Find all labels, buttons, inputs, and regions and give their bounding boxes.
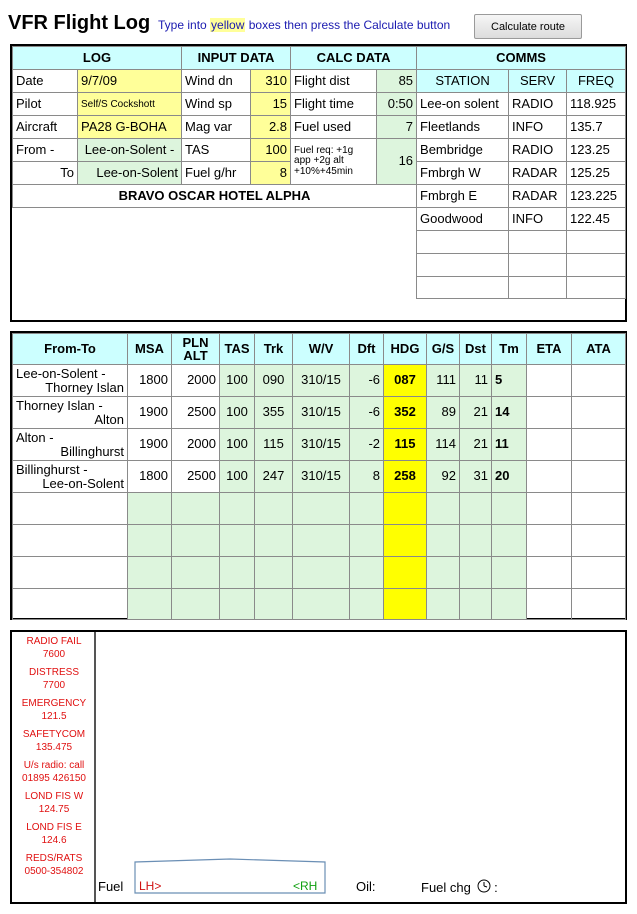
leg-msa: 1800 bbox=[128, 365, 172, 397]
comms-freq: 125.25 bbox=[567, 162, 626, 185]
col-msa: MSA bbox=[128, 334, 172, 365]
aircraft-label: Aircraft bbox=[13, 116, 78, 139]
leg-ata[interactable] bbox=[572, 429, 626, 461]
comms-station: Fmbrgh E bbox=[417, 185, 509, 208]
callsign-phonetic: BRAVO OSCAR HOTEL ALPHA bbox=[13, 185, 417, 208]
fuel-req-label: Fuel req: +1g app +2g alt +10%+45min bbox=[291, 139, 377, 185]
leg-tas: 100 bbox=[220, 365, 255, 397]
leg-wv: 310/15 bbox=[293, 461, 350, 493]
leg-hdg: 258 bbox=[384, 461, 427, 493]
notes-divider bbox=[94, 632, 96, 902]
clock-icon bbox=[477, 879, 491, 893]
emergency-list bbox=[14, 636, 94, 884]
emergency-item: REDS/RATS 0500-354802 bbox=[24, 853, 84, 877]
leg-row-empty bbox=[13, 589, 626, 620]
flight-time-label: Flight time bbox=[291, 93, 377, 116]
leg-alt: 2500 bbox=[172, 461, 220, 493]
comms-freq: 123.25 bbox=[567, 139, 626, 162]
col-from-to: From-To bbox=[13, 334, 128, 365]
emergency-item: LOND FIS E 124.6 bbox=[26, 822, 82, 846]
to-value: Lee-on-Solent bbox=[78, 162, 182, 185]
wind-sp-label: Wind sp bbox=[182, 93, 251, 116]
top-table bbox=[12, 46, 626, 299]
comms-freq: 118.925 bbox=[567, 93, 626, 116]
comms-empty-cell[interactable] bbox=[567, 231, 626, 254]
col-trk: Trk bbox=[255, 334, 293, 365]
leg-row bbox=[13, 429, 626, 461]
leg-tm: 11 bbox=[492, 429, 527, 461]
leg-msa: 1900 bbox=[128, 429, 172, 461]
col-dst: Dst bbox=[460, 334, 492, 365]
leg-row bbox=[13, 365, 626, 397]
leg-dst: 21 bbox=[460, 397, 492, 429]
leg-eta[interactable] bbox=[527, 461, 572, 493]
leg-dft: -2 bbox=[350, 429, 384, 461]
from-label: From - bbox=[13, 139, 78, 162]
leg-trk: 090 bbox=[255, 365, 293, 397]
comms-freq: 123.225 bbox=[567, 185, 626, 208]
leg-gs: 92 bbox=[427, 461, 460, 493]
leg-tas: 100 bbox=[220, 397, 255, 429]
leg-from-to: Billinghurst - Lee-on-Solent bbox=[13, 461, 128, 493]
pilot-label: Pilot bbox=[13, 93, 78, 116]
tas-label: TAS bbox=[182, 139, 251, 162]
fuel-change: Fuel chg : bbox=[421, 880, 498, 895]
leg-dst: 11 bbox=[460, 365, 492, 397]
log-blank-area bbox=[13, 208, 417, 299]
leg-alt: 2000 bbox=[172, 365, 220, 397]
leg-hdg: 087 bbox=[384, 365, 427, 397]
flight-time-value: 0:50 bbox=[377, 93, 417, 116]
date-field[interactable]: 9/7/09 bbox=[78, 70, 182, 93]
freq-col-header: FREQ bbox=[567, 70, 626, 93]
col-pln-alt: PLN ALT bbox=[172, 334, 220, 365]
comms-empty-cell[interactable] bbox=[509, 231, 567, 254]
station-col-header: STATION bbox=[417, 70, 509, 93]
emergency-item: EMERGENCY 121.5 bbox=[21, 698, 87, 722]
col-hdg: HDG bbox=[384, 334, 427, 365]
flight-dist-label: Flight dist bbox=[291, 70, 377, 93]
comms-serv: RADAR bbox=[509, 162, 567, 185]
leg-ata[interactable] bbox=[572, 365, 626, 397]
fuel-chg-label: Fuel chg bbox=[421, 880, 471, 895]
leg-gs: 89 bbox=[427, 397, 460, 429]
instructions: Type into yellow boxes then press the Calculate button bbox=[158, 18, 451, 32]
col-dft: Dft bbox=[350, 334, 384, 365]
leg-gs: 114 bbox=[427, 429, 460, 461]
leg-tm: 14 bbox=[492, 397, 527, 429]
comms-serv: RADIO bbox=[509, 93, 567, 116]
page-title: VFR Flight Log bbox=[8, 12, 151, 34]
leg-eta[interactable] bbox=[527, 429, 572, 461]
calculate-route-button[interactable]: Calculate route bbox=[474, 14, 582, 39]
pilot-field[interactable]: Self/S Cockshott bbox=[78, 93, 182, 116]
mag-var-field[interactable]: 2.8 bbox=[251, 116, 291, 139]
comms-freq: 135.7 bbox=[567, 116, 626, 139]
fuel-rh-indicator: <RH bbox=[293, 879, 318, 893]
col-gs: G/S bbox=[427, 334, 460, 365]
comms-header: COMMS bbox=[417, 47, 626, 70]
leg-dst: 31 bbox=[460, 461, 492, 493]
emergency-item: RADIO FAIL 7600 bbox=[26, 636, 82, 660]
log-header: LOG bbox=[13, 47, 182, 70]
comms-serv: RADIO bbox=[509, 139, 567, 162]
leg-ata[interactable] bbox=[572, 397, 626, 429]
tas-field[interactable]: 100 bbox=[251, 139, 291, 162]
fuel-req-value: 16 bbox=[377, 139, 417, 185]
comms-serv: INFO bbox=[509, 208, 567, 231]
leg-row-empty bbox=[13, 493, 626, 525]
comms-empty-cell[interactable] bbox=[509, 254, 567, 277]
comms-empty-cell[interactable] bbox=[417, 231, 509, 254]
leg-dst: 21 bbox=[460, 429, 492, 461]
serv-col-header: SERV bbox=[509, 70, 567, 93]
emergency-item: LOND FIS W 124.75 bbox=[24, 791, 84, 815]
fuel-label: Fuel bbox=[98, 879, 124, 894]
leg-dft: -6 bbox=[350, 397, 384, 429]
wind-dn-label: Wind dn bbox=[182, 70, 251, 93]
calc-data-header: CALC DATA bbox=[291, 47, 417, 70]
leg-eta[interactable] bbox=[527, 397, 572, 429]
leg-eta[interactable] bbox=[527, 365, 572, 397]
leg-ata[interactable] bbox=[572, 461, 626, 493]
leg-wv: 310/15 bbox=[293, 397, 350, 429]
from-value: Lee-on-Solent - bbox=[78, 139, 182, 162]
comms-station: Lee-on solent bbox=[417, 93, 509, 116]
comms-station: Bembridge bbox=[417, 139, 509, 162]
oil-label: Oil: bbox=[356, 879, 376, 894]
fuel-used-value: 7 bbox=[377, 116, 417, 139]
leg-dft: -6 bbox=[350, 365, 384, 397]
col-tas: TAS bbox=[220, 334, 255, 365]
leg-alt: 2500 bbox=[172, 397, 220, 429]
leg-hdg: 352 bbox=[384, 397, 427, 429]
emergency-item: SAFETYCOM 135.475 bbox=[22, 729, 86, 753]
leg-alt: 2000 bbox=[172, 429, 220, 461]
leg-tas: 100 bbox=[220, 461, 255, 493]
leg-row-empty bbox=[13, 525, 626, 557]
leg-row-empty bbox=[13, 557, 626, 589]
comms-empty-cell[interactable] bbox=[417, 277, 509, 299]
flight-dist-value: 85 bbox=[377, 70, 417, 93]
comms-serv: RADAR bbox=[509, 185, 567, 208]
comms-station: Fleetlands bbox=[417, 116, 509, 139]
emergency-item: U/s radio: call 01895 426150 bbox=[22, 760, 86, 784]
comms-empty-cell[interactable] bbox=[509, 277, 567, 299]
leg-wv: 310/15 bbox=[293, 365, 350, 397]
comms-empty-cell[interactable] bbox=[567, 254, 626, 277]
legs-table bbox=[12, 333, 626, 620]
aircraft-field[interactable]: PA28 G-BOHA bbox=[78, 116, 182, 139]
leg-row bbox=[13, 397, 626, 429]
comms-station: Fmbrgh W bbox=[417, 162, 509, 185]
comms-empty-cell[interactable] bbox=[567, 277, 626, 299]
comms-serv: INFO bbox=[509, 116, 567, 139]
comms-station: Goodwood bbox=[417, 208, 509, 231]
leg-tas: 100 bbox=[220, 429, 255, 461]
leg-wv: 310/15 bbox=[293, 429, 350, 461]
leg-from-to: Alton - Billinghurst bbox=[13, 429, 128, 461]
col-ata: ATA bbox=[572, 334, 626, 365]
leg-trk: 115 bbox=[255, 429, 293, 461]
wind-sp-field[interactable]: 15 bbox=[251, 93, 291, 116]
leg-gs: 111 bbox=[427, 365, 460, 397]
fuel-gph-field[interactable]: 8 bbox=[251, 162, 291, 185]
comms-empty-cell[interactable] bbox=[417, 254, 509, 277]
col-wv: W/V bbox=[293, 334, 350, 365]
leg-trk: 355 bbox=[255, 397, 293, 429]
comms-freq: 122.45 bbox=[567, 208, 626, 231]
input-data-header: INPUT DATA bbox=[182, 47, 291, 70]
leg-from-to: Thorney Islan - Alton bbox=[13, 397, 128, 429]
to-label: To bbox=[13, 162, 78, 185]
col-tm: Tm bbox=[492, 334, 527, 365]
leg-from-to: Lee-on-Solent - Thorney Islan bbox=[13, 365, 128, 397]
emergency-item: DISTRESS 7700 bbox=[28, 667, 79, 691]
leg-tm: 5 bbox=[492, 365, 527, 397]
date-label: Date bbox=[13, 70, 78, 93]
leg-dft: 8 bbox=[350, 461, 384, 493]
fuel-used-label: Fuel used bbox=[291, 116, 377, 139]
col-eta: ETA bbox=[527, 334, 572, 365]
leg-hdg: 115 bbox=[384, 429, 427, 461]
fuel-gph-label: Fuel g/hr bbox=[182, 162, 251, 185]
mag-var-label: Mag var bbox=[182, 116, 251, 139]
leg-msa: 1900 bbox=[128, 397, 172, 429]
leg-tm: 20 bbox=[492, 461, 527, 493]
leg-row bbox=[13, 461, 626, 493]
leg-msa: 1800 bbox=[128, 461, 172, 493]
leg-trk: 247 bbox=[255, 461, 293, 493]
fuel-lh-indicator: LH> bbox=[139, 879, 162, 893]
wind-dn-field[interactable]: 310 bbox=[251, 70, 291, 93]
